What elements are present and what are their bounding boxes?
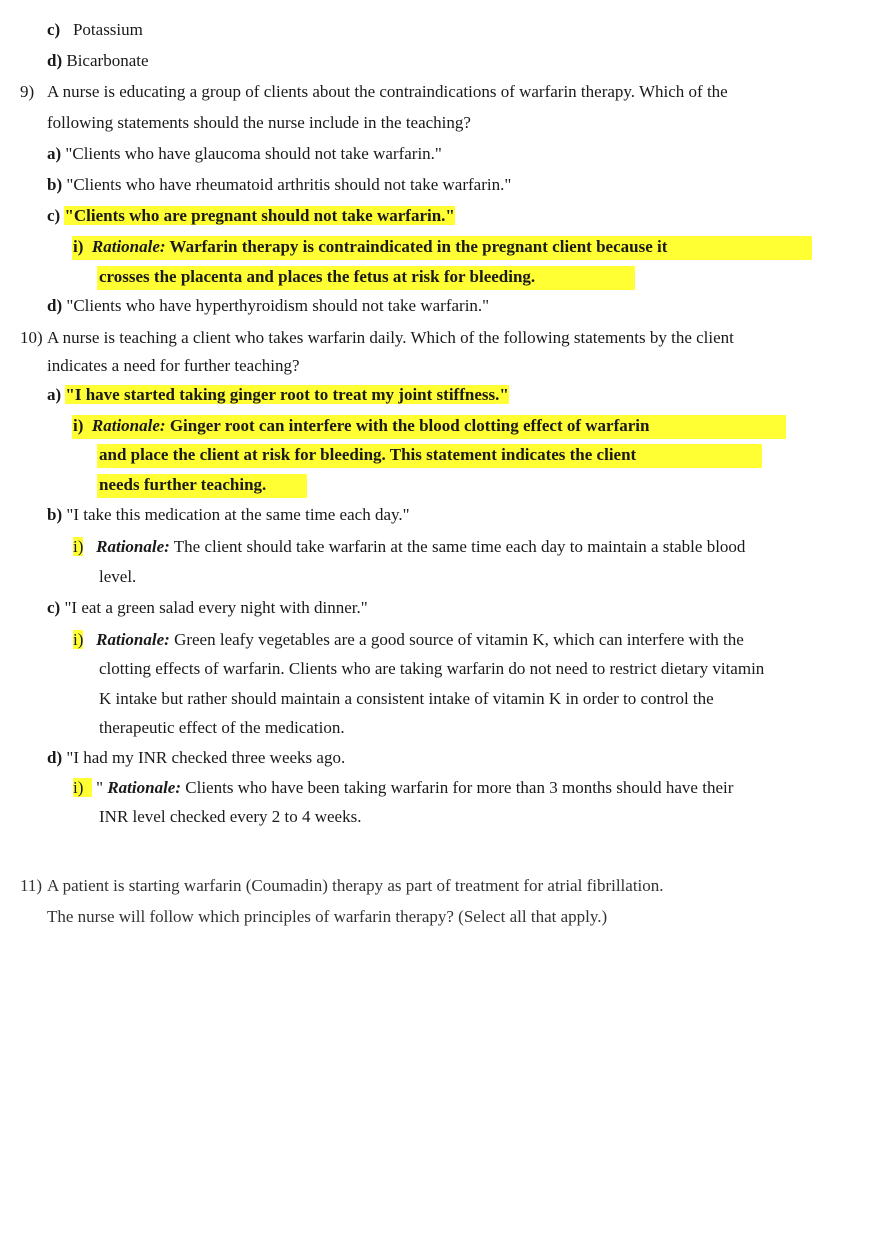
q10-c-rationale-line2: clotting effects of warfarin. Clients who are taking warfarin do not need to restrict dietary vitamin	[99, 659, 765, 678]
option-d-bicarbonate	[47, 50, 149, 72]
option-label: c)	[47, 20, 61, 39]
option-text: Bicarbonate	[66, 51, 149, 70]
option-text: "Clients who have glaucoma should not take warfarin."	[65, 144, 442, 163]
q10-option-b	[47, 504, 410, 526]
question-9-stem-line1: A nurse is educating a group of clients about the contraindications of warfarin therapy. Which of the	[47, 82, 728, 101]
option-label: b)	[47, 175, 63, 194]
q9-c-rationale-line2: crosses the placenta and places the fetus at risk for bleeding.	[99, 267, 536, 286]
q10-b-rationale-line1	[73, 536, 745, 558]
q10-a-rationale-line2: and place the client at risk for bleeding. This statement indicates the client	[99, 445, 637, 464]
rationale-quote: "	[96, 778, 104, 797]
option-text-highlighted: "I have started taking ginger root to treat my joint stiffness."	[65, 385, 509, 404]
q10-a-rationale-line3: needs further teaching.	[99, 475, 267, 494]
q10-option-a-correct	[47, 384, 509, 406]
question-11-stem-line2: The nurse will follow which principles of warfarin therapy? (Select all that apply.)	[47, 907, 608, 926]
q9-option-d	[47, 295, 489, 317]
option-label: d)	[47, 296, 63, 315]
rationale-text: Ginger root can interfere with the blood clotting effect of warfarin	[169, 416, 650, 435]
q10-d-rationale-line2: INR level checked every 2 to 4 weeks.	[99, 807, 362, 826]
q10-c-rationale-line4: therapeutic effect of the medication.	[99, 718, 345, 737]
q10-option-c	[47, 597, 368, 619]
option-label: d)	[47, 748, 63, 767]
q10-a-rationale-line1	[73, 415, 649, 437]
rationale-label-highlighted: i)	[73, 630, 84, 649]
question-11-number: 11)	[20, 876, 43, 895]
question-11-stem-line1: A patient is starting warfarin (Coumadin) therapy as part of treatment for atrial fibrillation.	[47, 876, 664, 895]
rationale-label: i)	[73, 778, 84, 797]
rationale-label: i)	[73, 237, 84, 256]
q10-option-d	[47, 747, 345, 769]
q9-c-rationale-line1	[73, 236, 667, 258]
q10-d-rationale-line1	[73, 777, 733, 799]
rationale-keyword: Rationale:	[91, 237, 166, 256]
option-text: "Clients who have hyperthyroidism should not take warfarin."	[66, 296, 490, 315]
option-label: a)	[47, 385, 62, 404]
rationale-text: Green leafy vegetables are a good source of vitamin K, which can interfere with the	[174, 630, 744, 649]
q9-option-a	[47, 143, 442, 165]
question-10-stem-line1: A nurse is teaching a client who takes warfarin daily. Which of the following statements by the client	[47, 328, 734, 347]
question-10-number: 10)	[20, 328, 43, 347]
q10-c-rationale-line3: K intake but rather should maintain a consistent intake of vitamin K in order to control the	[99, 689, 714, 708]
option-text: "I eat a green salad every night with dinner."	[64, 598, 368, 617]
question-9-number: 9)	[20, 82, 35, 101]
rationale-label: i)	[73, 416, 84, 435]
rationale-text: Clients who have been taking warfarin for more than 3 months should have their	[185, 778, 734, 797]
option-label: c)	[47, 206, 61, 225]
rationale-keyword: Rationale:	[96, 630, 170, 649]
option-label: c)	[47, 598, 61, 617]
option-label: d)	[47, 51, 63, 70]
option-text-highlighted: "Clients who are pregnant should not take warfarin."	[64, 206, 455, 225]
q9-option-b	[47, 174, 511, 196]
rationale-keyword: Rationale:	[107, 778, 182, 797]
rationale-text: Warfarin therapy is contraindicated in the pregnant client because it	[169, 237, 668, 256]
rationale-keyword: Rationale:	[96, 537, 170, 556]
question-9-stem-line2: following statements should the nurse include in the teaching?	[47, 113, 471, 132]
option-text: "Clients who have rheumatoid arthritis should not take warfarin."	[66, 175, 512, 194]
option-label: a)	[47, 144, 62, 163]
rationale-label-highlighted	[73, 778, 92, 797]
rationale-label-highlighted: i)	[73, 537, 84, 556]
rationale-keyword: Rationale:	[91, 416, 166, 435]
rationale-text: The client should take warfarin at the same time each day to maintain a stable blood	[173, 537, 746, 556]
option-text: "I take this medication at the same time each day."	[66, 505, 410, 524]
question-10-stem-line2: indicates a need for further teaching?	[47, 356, 300, 375]
option-c-potassium	[47, 19, 143, 41]
option-text: Potassium	[72, 20, 143, 39]
q10-c-rationale-line1	[73, 629, 744, 651]
q10-b-rationale-line2: level.	[99, 567, 137, 586]
option-text: "I had my INR checked three weeks ago.	[66, 748, 346, 767]
q9-option-c-correct	[47, 205, 455, 227]
option-label: b)	[47, 505, 63, 524]
